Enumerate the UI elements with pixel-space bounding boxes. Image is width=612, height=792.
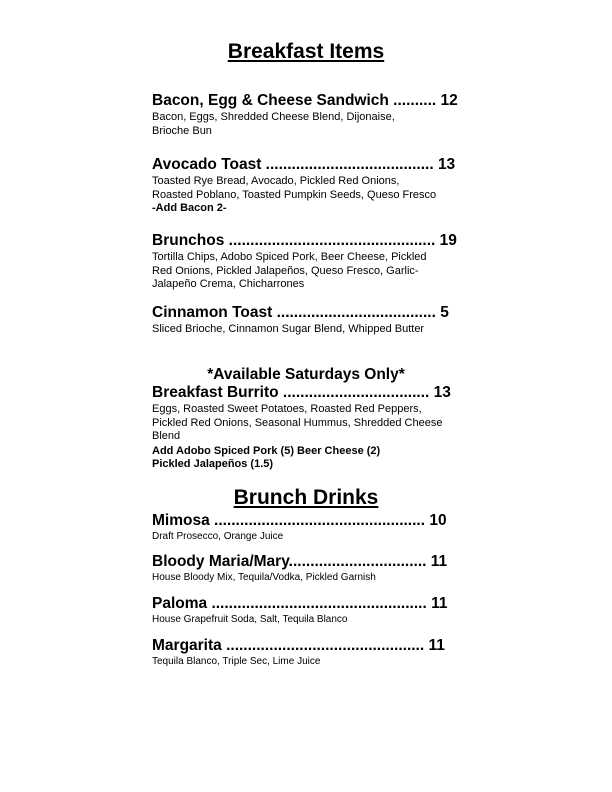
item-description: House Grapefruit Soda, Salt, Tequila Blanco bbox=[152, 614, 348, 625]
drinks-title: Brunch Drinks bbox=[233, 486, 379, 509]
item-name-price: Breakfast Burrito .................................. 13 bbox=[152, 384, 451, 401]
menu-item bbox=[152, 553, 462, 585]
item-name-price: Bacon, Egg & Cheese Sandwich .......... 12 bbox=[152, 92, 458, 109]
description-line: Pickled Red Onions, Seasonal Hummus, Shredded Cheese bbox=[152, 416, 443, 429]
menu-item bbox=[152, 232, 462, 292]
menu-item bbox=[152, 595, 462, 627]
item-name-price: Margarita .............................................. 11 bbox=[152, 637, 445, 654]
menu-item bbox=[152, 92, 462, 138]
item-name-price: Cinnamon Toast ..................................... 5 bbox=[152, 304, 449, 321]
item-name-price: Mimosa ................................................. 10 bbox=[152, 512, 447, 529]
item-name-price: Brunchos ................................................ 19 bbox=[152, 232, 457, 249]
menu-item bbox=[152, 384, 462, 472]
description-line: Tortilla Chips, Adobo Spiced Pork, Beer Cheese, Pickled bbox=[152, 251, 427, 263]
item-name-price: Bloody Maria/Mary................................ 11 bbox=[152, 553, 448, 570]
description-line: Blend bbox=[152, 430, 181, 442]
menu-item bbox=[152, 637, 462, 669]
menu-item bbox=[152, 512, 462, 544]
menu-item bbox=[152, 304, 462, 337]
item-description bbox=[152, 323, 462, 337]
description-line: Bacon, Eggs, Shredded Cheese Blend, Dijonaise, bbox=[152, 111, 395, 123]
item-addon: Pickled Jalapeños (1.5) bbox=[152, 458, 274, 470]
item-addon: Add Adobo Spiced Pork (5) Beer Cheese (2) bbox=[152, 444, 381, 457]
description-line: Brioche Bun bbox=[152, 124, 212, 137]
item-description bbox=[152, 111, 462, 138]
item-description bbox=[152, 251, 462, 292]
item-addon: -Add Bacon 2- bbox=[152, 202, 227, 214]
item-description: House Bloody Mix, Tequila/Vodka, Pickled Garnish bbox=[152, 572, 376, 583]
description-line: Eggs, Roasted Sweet Potatoes, Roasted Red Peppers, bbox=[152, 403, 422, 415]
description-line: Sliced Brioche, Cinnamon Sugar Blend, Whipped Butter bbox=[152, 323, 425, 335]
item-description bbox=[152, 175, 462, 202]
description-line: Jalapeño Crema, Chicharrones bbox=[152, 278, 305, 290]
description-line: Red Onions, Pickled Jalapeños, Queso Fresco, Garlic- bbox=[152, 264, 419, 277]
item-description: Tequila Blanco, Triple Sec, Lime Juice bbox=[152, 656, 321, 667]
description-line: Toasted Rye Bread, Avocado, Pickled Red Onions, bbox=[152, 175, 400, 187]
saturday-note: *Available Saturdays Only* bbox=[207, 366, 405, 383]
item-description bbox=[152, 403, 462, 444]
description-line: Roasted Poblano, Toasted Pumpkin Seeds, Queso Fresco bbox=[152, 188, 437, 201]
item-description: Draft Prosecco, Orange Juice bbox=[152, 531, 284, 542]
menu-item bbox=[152, 156, 462, 216]
item-name-price: Avocado Toast ....................................... 13 bbox=[152, 156, 456, 173]
item-name-price: Paloma .................................................. 11 bbox=[152, 595, 448, 612]
breakfast-title: Breakfast Items bbox=[227, 40, 385, 63]
